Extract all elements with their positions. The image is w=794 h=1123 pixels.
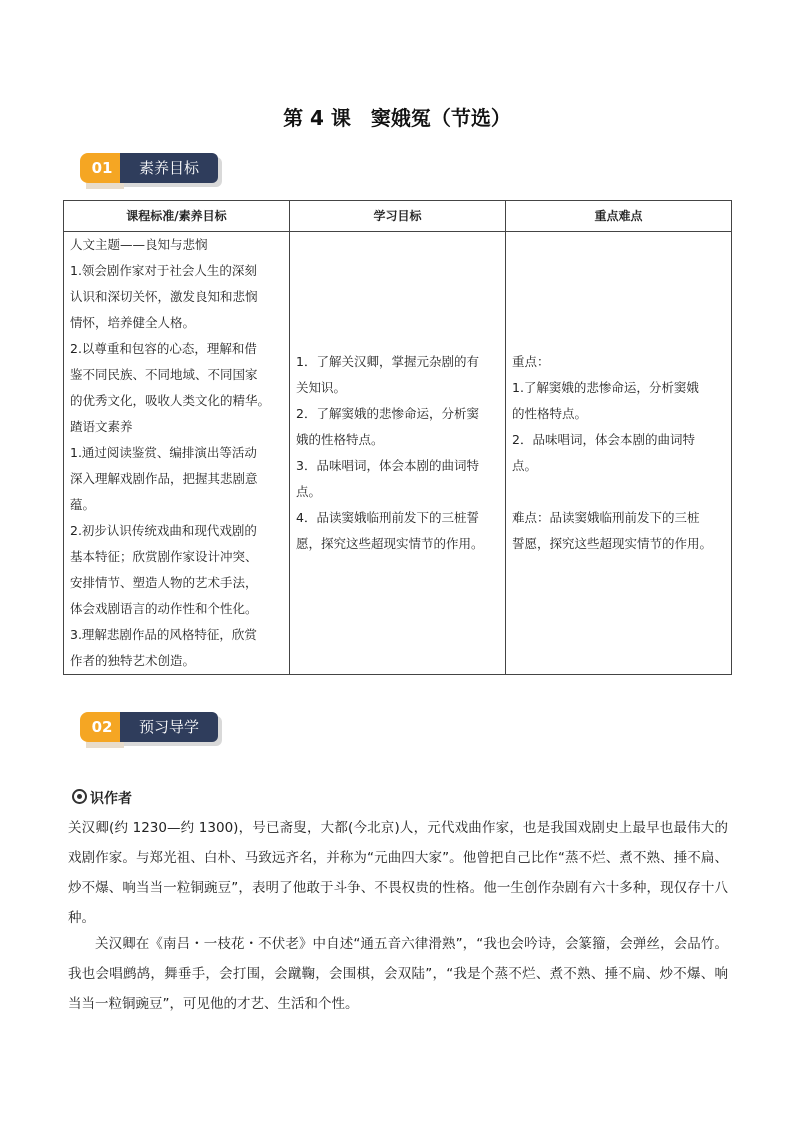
cell-line: 4．品读窦娥临刑前发下的三桩誓 [296,510,479,525]
table-header-row [64,201,732,232]
cell-line: 作者的独特艺术创造。 [70,653,196,668]
cell-line: 愿，探究这些超现实情节的作用。 [296,536,484,551]
section-label: 素养目标 [120,153,218,183]
section-number: 02 [80,712,124,742]
cell-line: 人文主题——良知与悲悯 [70,237,208,252]
section-number: 01 [80,153,124,183]
table-header: 学习目标 [290,201,506,232]
cell-line: 基本特征；欣赏剧作家设计冲突、 [70,549,258,564]
cell-line: 誓愿，探究这些超现实情节的作用。 [512,536,713,551]
key-points-cell [506,232,732,675]
cell-line: 点。 [296,484,322,499]
cell-line: 2．了解窦娥的悲惨命运，分析窦 [296,406,479,421]
cell-line: 蕴。 [70,497,96,512]
cell-line: 深入理解戏剧作品，把握其悲剧意 [70,471,258,486]
cell-line: 1．了解关汉卿，掌握元杂剧的有 [296,354,479,369]
cell-line: 点。 [512,458,538,473]
author-heading-text: 识作者 [90,791,132,807]
section-badge-goals [80,153,230,185]
author-paragraph-1: 关汉卿(约 1230—约 1300)，号已斋叟，大都(今北京)人，元代戏曲作家，也是我国戏剧史上最早也最伟大的戏剧作家。与郑光祖、白朴、马致远齐名，并称为“元曲四大家”。他曾把自己比作“蒸不烂、煮不熟、捶不扁、炒不爆、响当当一粒铜豌豆”，表明了他敢于斗争、不畏权贵的性格。他一生创作杂剧有六十多种，现仅存十八种。 [68,820,728,926]
cell-line: 的性格特点。 [512,406,588,421]
cell-line: 1.通过阅读鉴赏、编排演出等活动 [70,445,257,460]
cell-line: 2．品味唱词，体会本剧的曲词特 [512,432,695,447]
cell-line: 2.以尊重和包容的心态，理解和借 [70,341,257,356]
spacer [512,479,725,505]
cell-line: 安排情节、塑造人物的艺术手法， [70,575,258,590]
table-header: 课程标准/素养目标 [64,201,290,232]
author-paragraph-2: 关汉卿在《南吕・一枝花・不伏老》中自述“通五音六律滑熟”，“我也会吟诗，会篆籀，会弹丝，会品竹。我也会唱鹧鸪，舞垂手，会打围，会蹴鞠，会围棋，会双陆”，“我是个蒸不烂、煮不熟、捶不扁、炒不爆、响当当一粒铜豌豆”，可见他的才艺、生活和个性。 [68,936,728,1012]
cell-line: 鉴不同民族、不同地域、不同国家 [70,367,258,382]
table-header: 重点难点 [506,201,732,232]
cell-line: 的优秀文化，吸收人类文化的精华。 [70,393,271,408]
cell-line: 蹅语文素养 [70,419,133,434]
cell-line: 情怀，培养健全人格。 [70,315,196,330]
cell-line: 体会戏剧语言的动作性和个性化。 [70,601,258,616]
cell-line: 2.初步认识传统戏曲和现代戏剧的 [70,523,257,538]
author-heading [72,788,132,808]
learning-goals-cell [290,232,506,675]
cell-line: 关知识。 [296,380,347,395]
page-title: 第 4 课 窦娥冤（节选） [283,106,511,130]
goals-table [63,200,732,675]
cell-line: 1.了解窦娥的悲惨命运，分析窦娥 [512,380,699,395]
section-badge-preview [80,712,230,744]
cell-line: 难点：品读窦娥临刑前发下的三桩 [512,510,700,525]
section-label: 预习导学 [120,712,218,742]
cell-line: 3．品味唱词，体会本剧的曲词特 [296,458,479,473]
cell-line: 娥的性格特点。 [296,432,384,447]
table-row [64,232,732,675]
cell-line: 3.理解悲剧作品的风格特征，欣赏 [70,627,257,642]
target-icon [72,789,87,804]
standards-cell [64,232,290,675]
cell-line: 1.领会剧作家对于社会人生的深刻 [70,263,257,278]
cell-line: 重点： [512,354,550,369]
cell-line: 认识和深切关怀，激发良知和悲悯 [70,289,258,304]
